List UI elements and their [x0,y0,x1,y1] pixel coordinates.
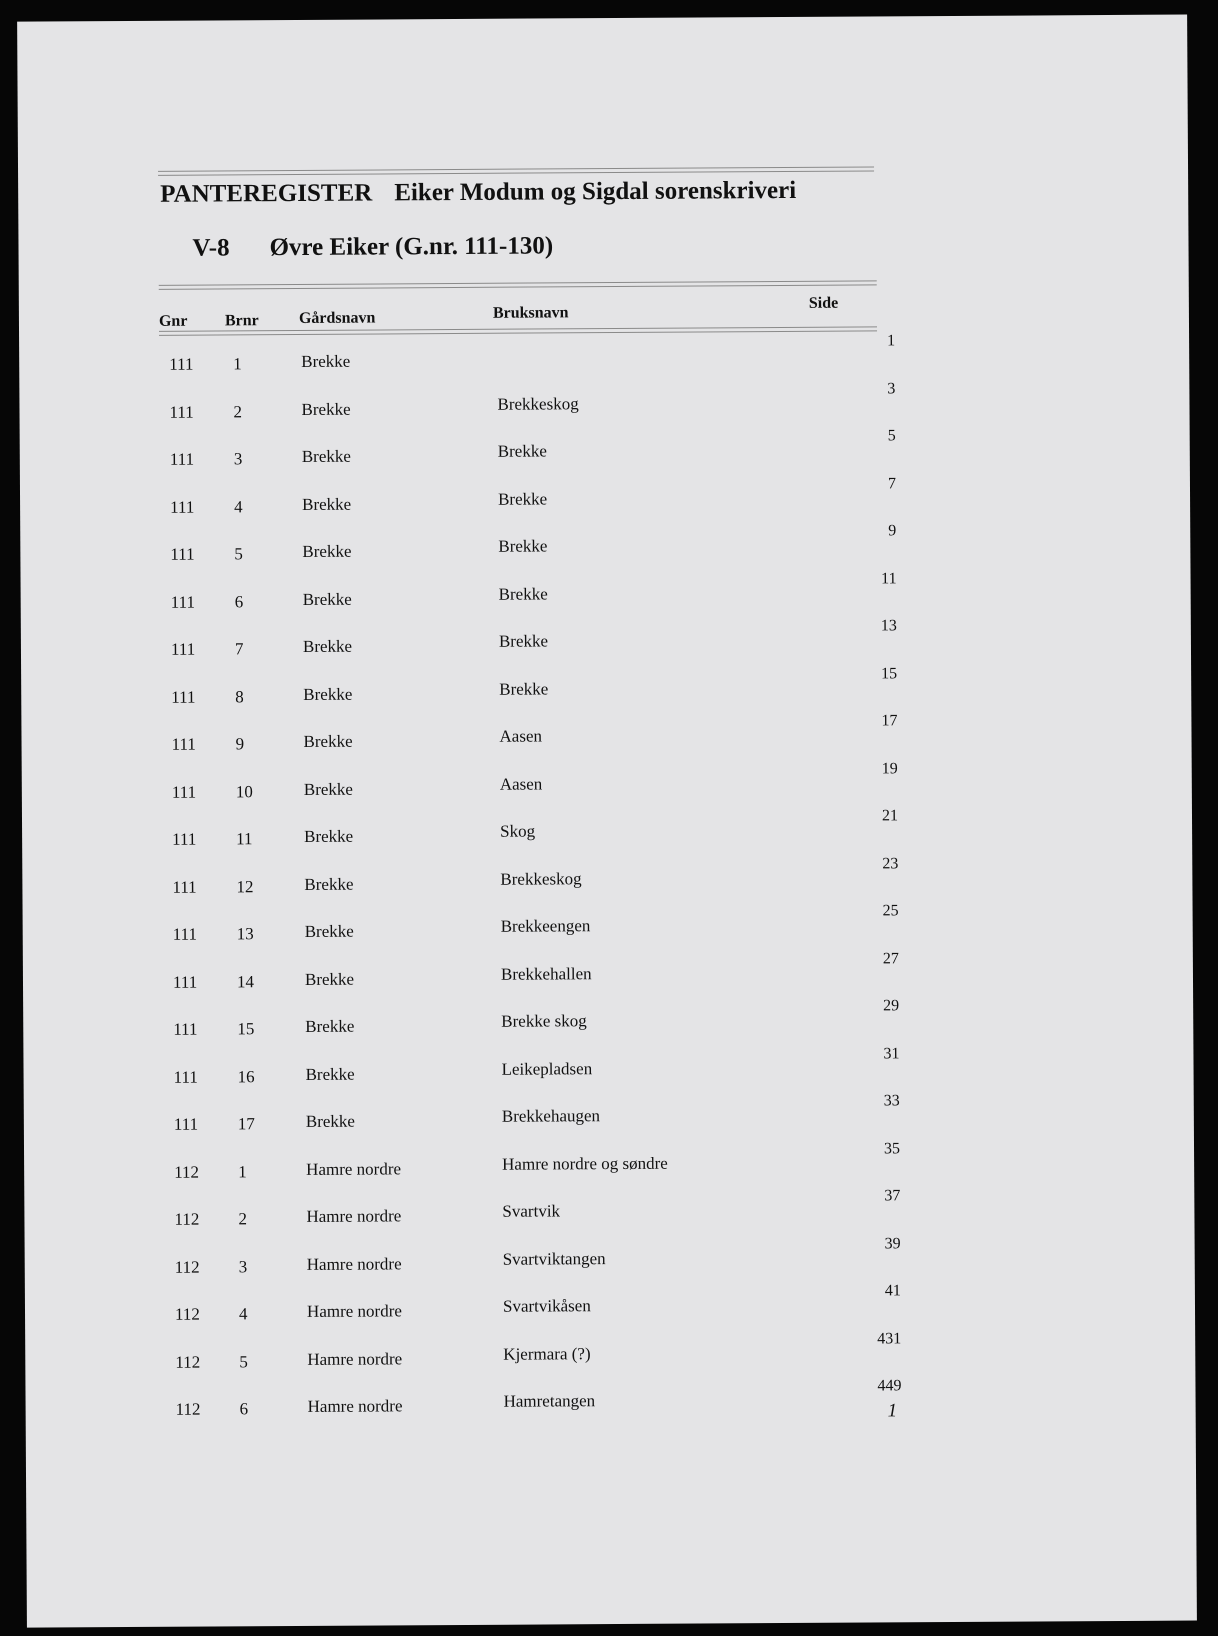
cell-bruksnavn: Brekkehaugen [501,1106,601,1126]
cell-gnr: 111 [171,734,196,754]
cell-brnr: 1 [233,354,242,374]
cell-gardsnavn: Hamre nordre [307,1396,403,1416]
cell-bruksnavn: Kjermara (?) [503,1343,591,1364]
cell-bruksnavn: Brekke [497,488,548,509]
cell-side: 15 [881,664,898,682]
table-row [23,997,1193,1061]
table-row [25,1282,1195,1346]
cell-bruksnavn: Brekke [498,583,548,604]
cell-gnr: 111 [171,782,197,802]
cell-bruksnavn: Brekke [498,631,549,651]
cell-gardsnavn: Brekke [304,921,354,941]
cell-gnr: 111 [170,639,196,659]
cell-gardsnavn: Brekke [303,731,353,751]
cell-gnr: 111 [172,924,198,944]
cell-gardsnavn: Hamre nordre [306,1253,402,1274]
cell-bruksnavn: Leikepladsen [501,1058,593,1079]
cell-gnr: 111 [171,687,196,707]
cell-brnr: 8 [235,686,244,706]
cell-side: 9 [888,522,897,540]
cell-gardsnavn: Hamre nordre [306,1158,402,1179]
cell-side: 431 [877,1329,902,1347]
cell-gardsnavn: Brekke [304,969,355,989]
cell-side: 17 [881,712,898,730]
cell-brnr: 4 [238,1304,248,1324]
top-rule-2 [158,170,874,175]
table-row [19,332,1189,396]
header-gardsnavn: Gårdsnavn [298,309,376,327]
table-row [23,1044,1193,1108]
title-main: PANTEREGISTER [160,179,373,208]
cell-gardsnavn: Brekke [302,589,352,609]
cell-bruksnavn: Brekkeskog [497,393,579,414]
district-label: Øvre Eiker (G.nr. 111-130) [269,232,554,262]
cell-bruksnavn: Svartviktangen [502,1248,606,1269]
table-row [20,522,1190,586]
cell-side: 41 [884,1282,901,1300]
volume-label: V-8 [192,234,230,262]
cell-gardsnavn: Brekke [301,351,351,371]
cell-brnr: 3 [238,1256,248,1276]
table-row [21,617,1191,681]
cell-brnr: 9 [235,734,245,754]
table-row [22,759,1192,823]
cell-brnr: 1 [238,1161,247,1181]
table-row [21,664,1191,728]
cell-side: 31 [883,1044,900,1062]
cell-brnr: 7 [234,639,244,659]
cell-bruksnavn: Aasen [499,726,543,746]
cell-gnr: 112 [174,1257,200,1277]
table-row [22,807,1192,871]
cell-brnr: 16 [237,1066,255,1086]
cell-gnr: 111 [170,544,195,564]
header-brnr: Brnr [224,312,259,330]
cell-gardsnavn: Brekke [303,779,353,799]
page-title [160,177,796,209]
cell-side: 23 [882,854,899,872]
cell-side: 37 [884,1187,901,1205]
header-rule-bottom-2 [159,330,877,335]
cell-bruksnavn: Skog [500,821,536,841]
cell-brnr: 13 [236,924,254,944]
cell-gardsnavn: Brekke [303,684,353,704]
cell-side: 39 [884,1234,901,1252]
cell-side: 13 [880,617,897,635]
table-row [24,1092,1194,1156]
cell-gnr: 111 [169,449,195,469]
cell-gnr: 111 [172,829,197,849]
cell-gardsnavn: Hamre nordre [307,1348,403,1369]
cell-side: 11 [881,569,897,587]
header-gnr: Gnr [158,312,188,330]
cell-side: 3 [887,379,896,397]
table-row [21,712,1191,776]
cell-brnr: 2 [238,1209,247,1229]
page-subtitle [192,232,553,262]
cell-brnr: 11 [236,829,253,849]
cell-side: 25 [882,902,899,920]
cell-gnr: 111 [170,497,195,517]
table-row [21,569,1191,633]
page-number: 1 [887,1400,898,1422]
cell-gnr: 112 [175,1399,201,1419]
title-sub: Eiker Modum og Sigdal sorenskriveri [394,176,797,207]
cell-gardsnavn: Brekke [304,874,354,894]
table-row [23,949,1193,1013]
register-table [19,332,1196,1441]
table-row [25,1234,1195,1298]
cell-gnr: 111 [173,1019,198,1039]
cell-bruksnavn: Hamretangen [503,1391,596,1411]
cell-side: 21 [881,807,899,825]
cell-gnr: 111 [169,354,194,374]
cell-bruksnavn: Brekke [499,678,549,699]
cell-gnr: 112 [175,1352,201,1372]
cell-bruksnavn: Svartvik [502,1201,561,1221]
cell-side: 449 [877,1377,902,1395]
cell-brnr: 3 [233,449,243,469]
cell-brnr: 6 [239,1399,249,1419]
cell-brnr: 6 [234,591,244,611]
cell-gardsnavn: Brekke [305,1064,355,1084]
cell-brnr: 4 [234,496,243,516]
cell-brnr: 12 [236,876,254,896]
table-row [24,1187,1194,1251]
cell-gardsnavn: Hamre nordre [306,1301,402,1321]
cell-brnr: 5 [239,1351,248,1371]
cell-bruksnavn: Aasen [499,773,543,794]
table-row [23,902,1193,966]
cell-side: 19 [881,759,898,777]
cell-gardsnavn: Brekke [301,399,351,419]
cell-side: 35 [883,1139,901,1157]
cell-bruksnavn: Brekke [497,441,547,461]
cell-side: 33 [883,1092,900,1110]
cell-bruksnavn: Brekke skog [501,1011,587,1031]
cell-gnr: 112 [174,1162,200,1182]
register-page [17,15,1197,1628]
cell-gnr: 112 [174,1209,200,1229]
cell-gardsnavn: Hamre nordre [306,1206,402,1226]
cell-gnr: 111 [172,877,197,897]
header-rule-top-2 [159,284,877,289]
header-side: Side [808,294,839,312]
cell-gardsnavn: Brekke [304,826,354,846]
table-row [25,1329,1195,1393]
cell-gnr: 111 [169,402,194,422]
cell-gnr: 112 [174,1304,200,1324]
cell-gardsnavn: Brekke [302,541,352,561]
cell-gardsnavn: Brekke [301,446,351,466]
cell-side: 27 [882,949,899,967]
cell-side: 5 [887,427,896,445]
cell-brnr: 5 [234,544,243,564]
cell-bruksnavn: Hamre nordre og søndre [502,1153,668,1174]
cell-gnr: 111 [170,592,195,612]
cell-gardsnavn: Brekke [302,494,352,514]
cell-gnr: 111 [173,1067,198,1087]
cell-side: 7 [887,474,897,492]
cell-bruksnavn: Brekke [498,536,548,556]
cell-brnr: 15 [237,1019,255,1039]
table-row [19,379,1189,443]
cell-side: 29 [883,997,900,1015]
table-row [25,1377,1195,1441]
table-row [22,854,1192,918]
table-row [20,474,1190,538]
cell-gardsnavn: Brekke [305,1016,355,1036]
cell-gnr: 111 [173,1114,199,1134]
cell-gardsnavn: Brekke [305,1111,355,1131]
table-row [20,427,1190,491]
cell-bruksnavn: Brekkeskog [500,868,582,889]
table-row [24,1139,1194,1203]
cell-gnr: 111 [172,972,198,992]
header-bruksnavn: Bruksnavn [492,304,569,322]
cell-bruksnavn: Svartvikåsen [502,1296,591,1316]
cell-brnr: 17 [237,1114,255,1134]
cell-side: 1 [887,332,896,350]
cell-bruksnavn: Brekkeengen [500,916,591,936]
cell-brnr: 10 [235,781,253,801]
cell-bruksnavn: Brekkehallen [500,963,592,984]
cell-gardsnavn: Brekke [302,636,353,656]
cell-brnr: 14 [236,971,255,991]
cell-brnr: 2 [233,401,243,421]
